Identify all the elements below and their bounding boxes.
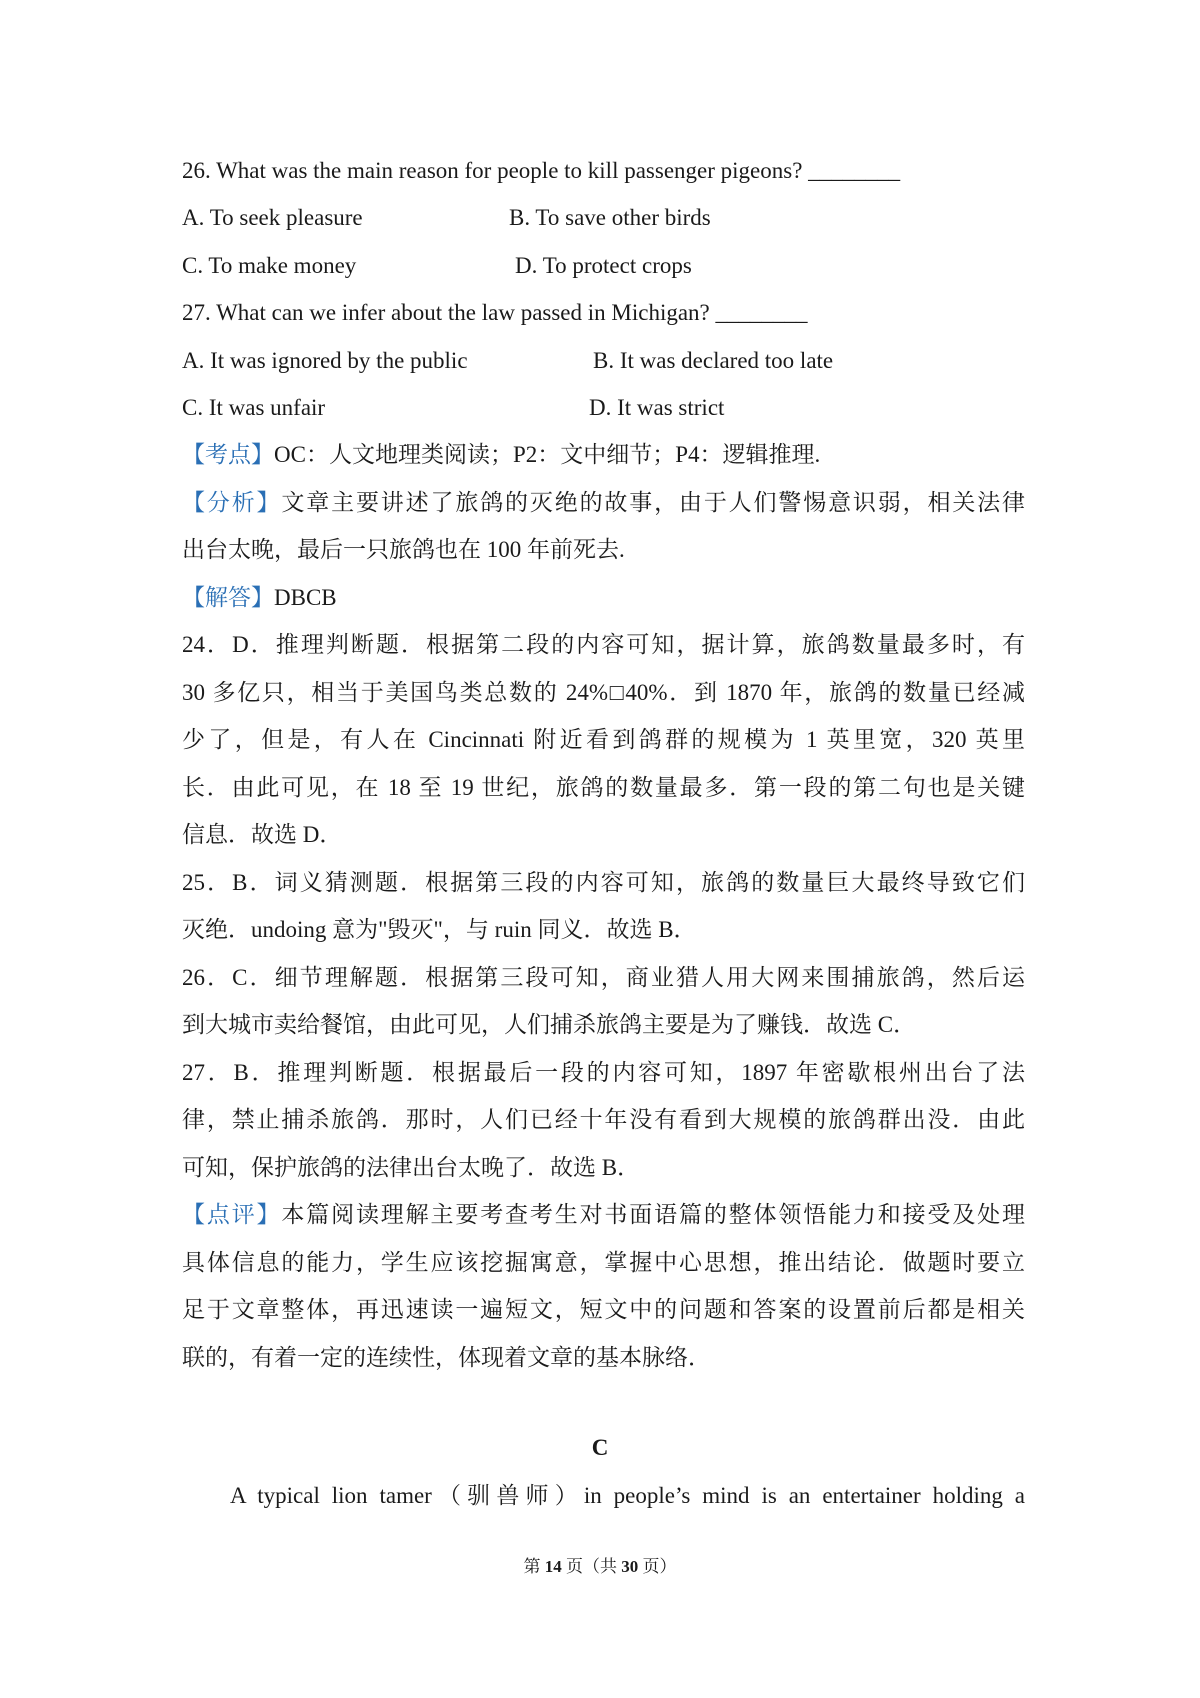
q26-option-d: D. To protect crops [515, 253, 692, 278]
passage-first-line: A typical lion tamer（驯兽师）in people’s mind is an entertainer holding a [230, 1483, 1025, 1508]
dianping-tag: 【点评】 [182, 1202, 282, 1227]
q27-option-a: A. It was ignored by the public [182, 348, 468, 373]
dianping-line-4: 联的，有着一定的连续性，体现着文章的基本脉络． [182, 1345, 711, 1370]
footer-page-number: 14 [544, 1557, 562, 1576]
explanation-line: 26．C．细节理解题．根据第三段可知，商业猎人用大网来围捕旅鸽，然后运 [182, 965, 1025, 990]
fenxi-line-1 [182, 488, 1025, 518]
explanation-line: 灭绝．undoing 意为"毁灭"，与 ruin 同义．故选 B． [182, 917, 697, 942]
kaodian-tag: 【考点】 [182, 442, 274, 467]
fenxi-line-2: 出台太晚，最后一只旅鸽也在 100 年前死去. [182, 537, 625, 562]
explanation-line: 少了，但是，有人在 Cincinnati 附近看到鸽群的规模为 1 英里宽，320 英里 [182, 727, 1025, 752]
kaodian-text: OC：人文地理类阅读；P2：文中细节；P4：逻辑推理. [274, 442, 821, 467]
explanation-line: 24．D．推理判断题．根据第二段的内容可知，据计算，旅鸽数量最多时，有 [182, 632, 1025, 657]
explanation-line: 27．B．推理判断题．根据最后一段的内容可知，1897 年密歇根州出台了法 [182, 1060, 1025, 1085]
dianping-line-3: 足于文章整体，再迅速读一遍短文，短文中的问题和答案的设置前后都是相关 [182, 1297, 1025, 1322]
fenxi-text-1: 文章主要讲述了旅鸽的灭绝的故事，由于人们警惕意识弱，相关法律 [281, 490, 1026, 515]
q27-option-d: D. It was strict [589, 395, 725, 420]
explanation-line: 30 多亿只，相当于美国鸟类总数的 24%□40%．到 1870 年，旅鸽的数量已经减 [182, 680, 1025, 705]
jieda-tag: 【解答】 [182, 585, 274, 610]
dianping-line-2: 具体信息的能力，学生应该挖掘寓意，掌握中心思想，推出结论．做题时要立 [182, 1250, 1025, 1275]
fenxi-tag: 【分析】 [182, 490, 282, 515]
q26-option-a: A. To seek pleasure [182, 205, 363, 230]
dianping-text-1: 本篇阅读理解主要考查考生对书面语篇的整体领悟能力和接受及处理 [281, 1202, 1026, 1227]
explanation-line: 长．由此可见，在 18 至 19 世纪，旅鸽的数量最多．第一段的第二句也是关键 [182, 775, 1025, 800]
explanation-line: 信息．故选 D． [182, 822, 343, 847]
q27-option-c: C. It was unfair [182, 395, 326, 420]
footer-suffix: 页） [638, 1557, 677, 1576]
footer-total-pages: 30 [621, 1557, 639, 1576]
q26-option-c: C. To make money [182, 253, 357, 278]
explanation-line: 到大城市卖给餐馆，由此可见，人们捕杀旅鸽主要是为了赚钱．故选 C． [182, 1012, 917, 1037]
page-footer [0, 1555, 1200, 1579]
q27-option-b: B. It was declared too late [593, 348, 834, 373]
kaodian-line [182, 440, 1025, 470]
question-27-stem: 27. What can we infer about the law passed in Michigan? ________ [182, 300, 808, 325]
q26-option-b: B. To save other birds [509, 205, 711, 230]
jieda-line [182, 583, 1025, 613]
explanation-line: 可知，保护旅鸽的法律出台太晚了．故选 B． [182, 1155, 641, 1180]
footer-prefix: 第 [523, 1557, 545, 1576]
explanation-line: 律，禁止捕杀旅鸽．那时，人们已经十年没有看到大规模的旅鸽群出没．由此 [182, 1107, 1025, 1132]
section-heading: C [591, 1435, 609, 1460]
dianping-line-1 [182, 1200, 1025, 1230]
explanation-line: 25．B．词义猜测题．根据第三段的内容可知，旅鸽的数量巨大最终导致它们 [182, 870, 1025, 895]
question-26-stem: 26. What was the main reason for people to kill passenger pigeons? ________ [182, 158, 901, 183]
jieda-text: DBCB [274, 585, 337, 610]
footer-middle: 页（共 [561, 1557, 622, 1576]
